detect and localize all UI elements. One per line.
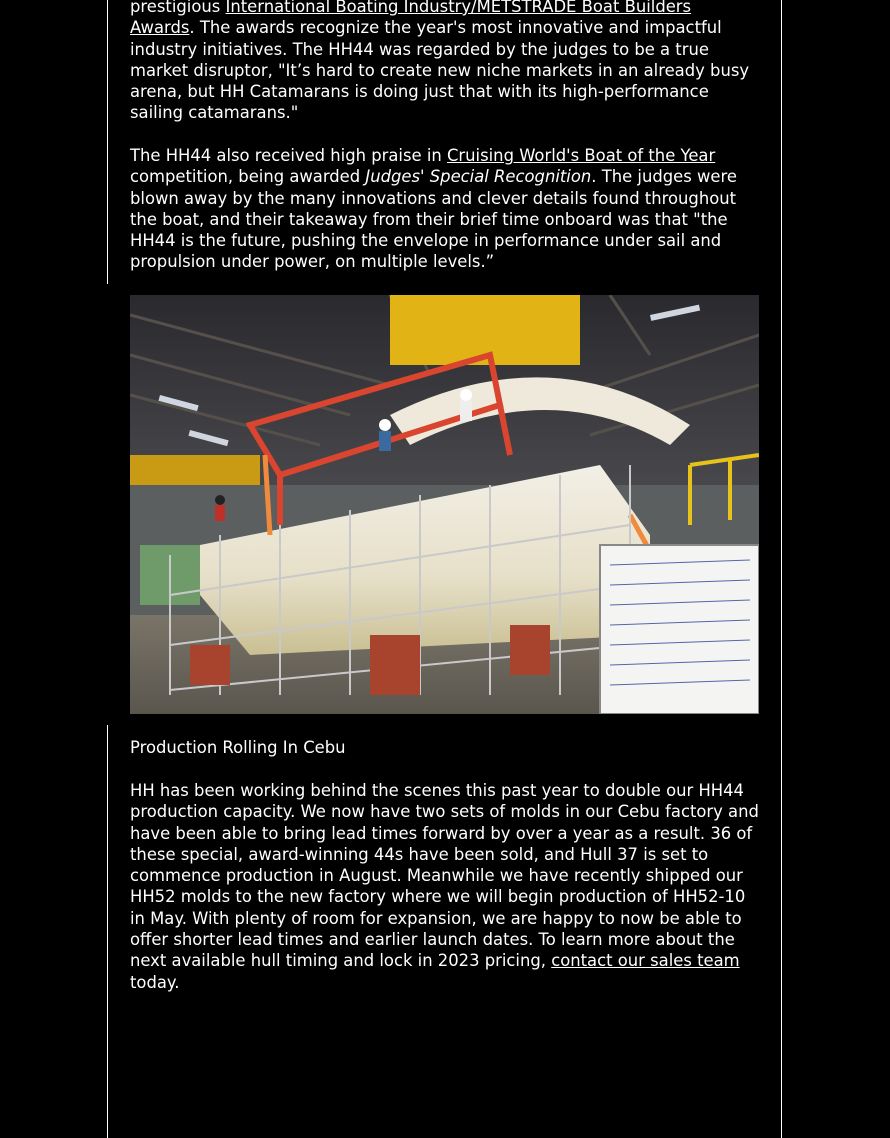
section-heading <box>130 737 760 758</box>
contact-sales-team-link[interactable]: contact our sales team <box>551 951 740 971</box>
left-border-rule-bottom <box>107 725 108 1138</box>
factory-catamaran-photo <box>130 295 759 714</box>
cruising-world-paragraph-body: . The judges were blown away by the many innovations and clever details found throughout the boat, and their takeaway from their brief time onboard was that "the HH44 is the future, pushing the envelope in performance under sail and propulsion under power, on multiple levels.” <box>130 167 737 272</box>
production-heading: Production Rolling In Cebu <box>130 738 346 757</box>
judges-special-recognition-emphasis: Judges' Special Recognition <box>365 167 592 187</box>
awards-paragraph-body: . The awards recognize the year's most innovative and impactful industry initiatives. The HH44 was regarded by the judges to be a true market disruptor, "It’s hard to create new niche markets in an already busy arena, but HH Catamarans is doing just that with its high-performance sailing catamarans." <box>130 18 750 123</box>
awards-paragraph <box>130 0 760 124</box>
right-border-rule <box>781 0 782 1138</box>
production-paragraph-suffix: today. <box>130 972 180 992</box>
left-border-rule-top <box>107 0 108 284</box>
ibi-metstrade-awards-link[interactable]: International Boating Industry/METSTRADE Boat Builders Awards <box>130 0 692 38</box>
cruising-world-paragraph-middle: competition, being awarded <box>130 167 366 187</box>
awards-paragraph-prefix: prestigious <box>130 0 226 16</box>
cruising-world-paragraph-prefix: The HH44 also received high praise in <box>130 146 447 165</box>
production-paragraph-body: HH has been working behind the scenes this past year to double our HH44 production capacity. We now have two sets of molds in our Cebu factory and have been able to bring lead times forward by over a year as a result. 36 of these special, award-winning 44s have been sold, and Hull 37 is set to commence production in August. Meanwhile we have recently shipped our HH52 molds to the new factory where we will begin production of HH52-10 in May. With plenty of room for expansion, we are happy to now be able to offer shorter lead times and earlier launch dates. To learn more about the next available hull timing and lock in 2023 pricing, <box>130 781 759 971</box>
cruising-world-paragraph <box>130 145 760 273</box>
production-paragraph <box>130 780 760 993</box>
cruising-world-boat-of-the-year-link[interactable]: Cruising World's Boat of the Year <box>446 146 716 165</box>
